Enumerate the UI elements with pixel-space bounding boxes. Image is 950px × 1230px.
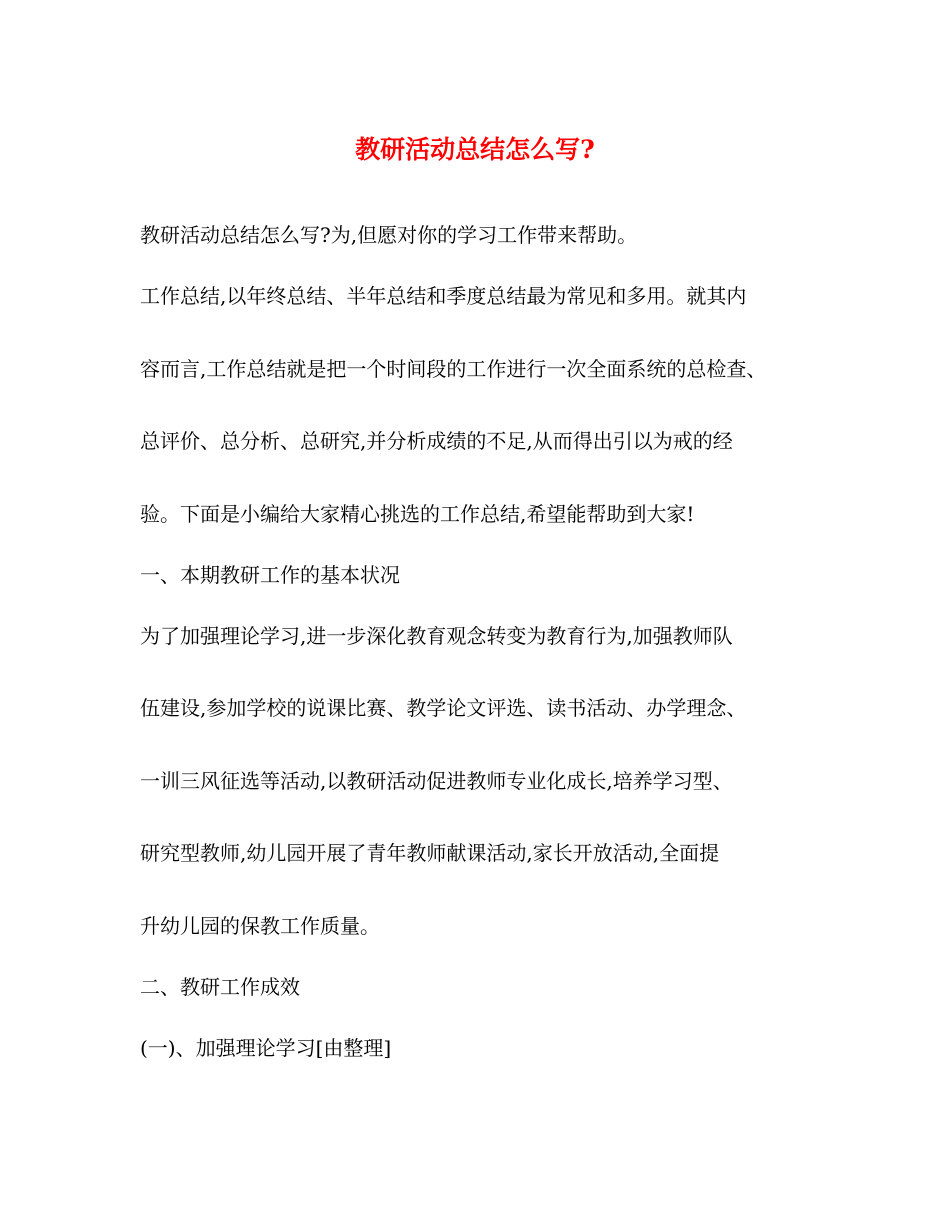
paragraph-line: 研究型教师,幼儿园开展了青年教师献课活动,家长开放活动,全面提 [140,841,720,865]
document-title: 教研活动总结怎么写? [355,135,595,164]
paragraph-line: 为了加强理论学习,进一步深化教育观念转变为教育行为,加强教师队 [140,624,733,648]
subsection-heading: (一)、加强理论学习[由整理] [140,1036,392,1060]
paragraph-line: 容而言,工作总结就是把一个时间段的工作进行一次全面系统的总检查、 [140,357,767,381]
paragraph-line: 升幼儿园的保教工作质量。 [140,914,380,938]
paragraph-line: 伍建设,参加学校的说课比赛、教学论文评选、读书活动、办学理念、 [140,696,747,720]
paragraph-line: 验。下面是小编给大家精心挑选的工作总结,希望能帮助到大家! [140,502,695,526]
section-heading: 二、教研工作成效 [140,975,300,999]
paragraph-line: 总评价、总分析、总研究,并分析成绩的不足,从而得出引以为戒的经 [140,429,733,453]
section-heading: 一、本期教研工作的基本状况 [140,563,400,587]
paragraph-line: 一训三风征选等活动,以教研活动促进教师专业化成长,培养学习型、 [140,769,733,793]
paragraph-line: 教研活动总结怎么写?为,但愿对你的学习工作带来帮助。 [140,223,638,247]
paragraph-line: 工作总结,以年终总结、半年总结和季度总结最为常见和多用。就其内 [140,284,747,308]
